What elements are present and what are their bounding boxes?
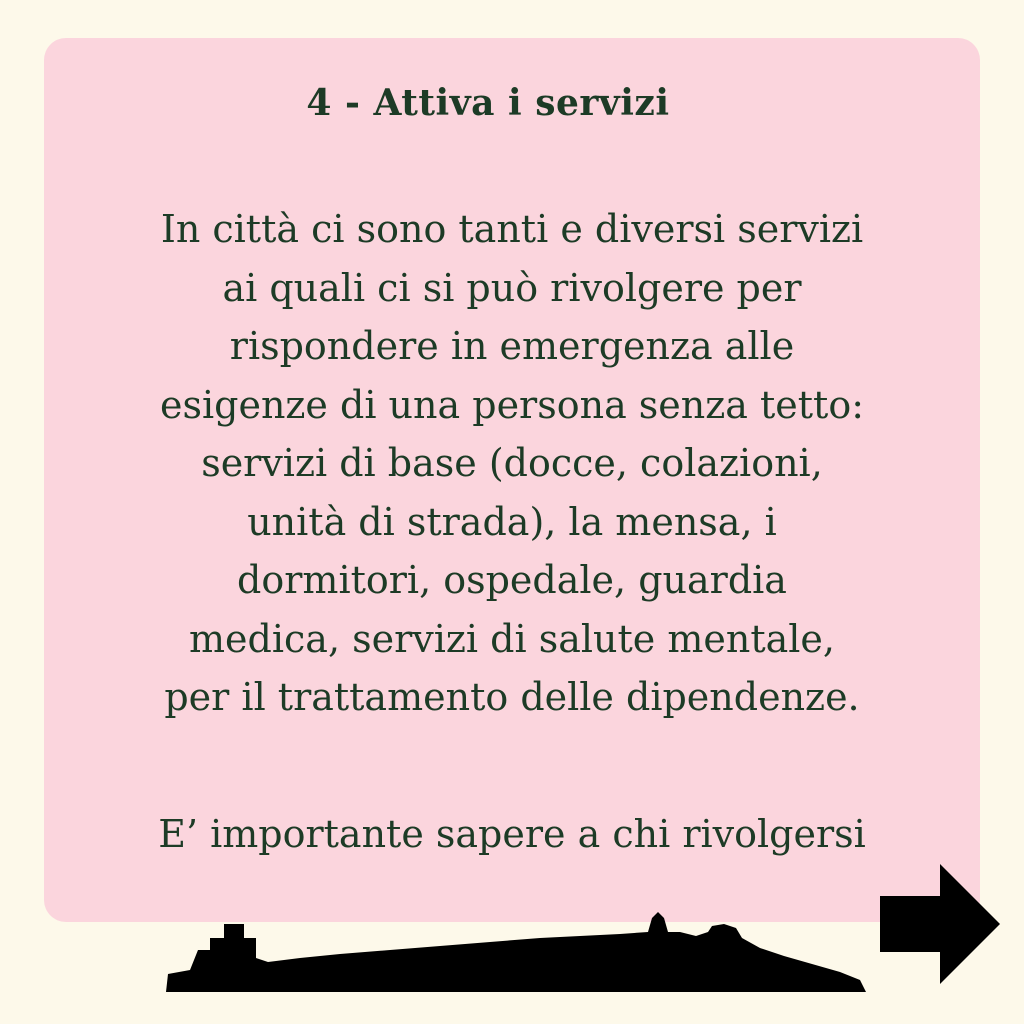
paragraph-line: esigenze di una persona senza tetto: (159, 382, 865, 427)
paragraph-line: dormitori, ospedale, guardia (237, 558, 787, 602)
closing-note: E’ importante sapere a chi rivolgersi (158, 812, 866, 856)
body-paragraph (44, 200, 980, 727)
paragraph-line: In città ci sono tanti e diversi servizi (160, 207, 864, 251)
paragraph-line: unità di strada), la mensa, i (247, 499, 777, 544)
paragraph-line: per il trattamento delle dipendenze. (164, 675, 860, 719)
city-skyline-icon (160, 908, 870, 994)
paragraph-line: ai quali ci si può rivolgere per (222, 265, 802, 310)
right-arrow-icon[interactable] (878, 864, 1002, 988)
paragraph-line: servizi di base (docce, colazioni, (201, 441, 823, 485)
paragraph-line: medica, servizi di salute mentale, (189, 616, 835, 661)
page-title: 4 - Attiva i servizi (306, 82, 670, 124)
paragraph-line: rispondere in emergenza alle (229, 324, 795, 368)
